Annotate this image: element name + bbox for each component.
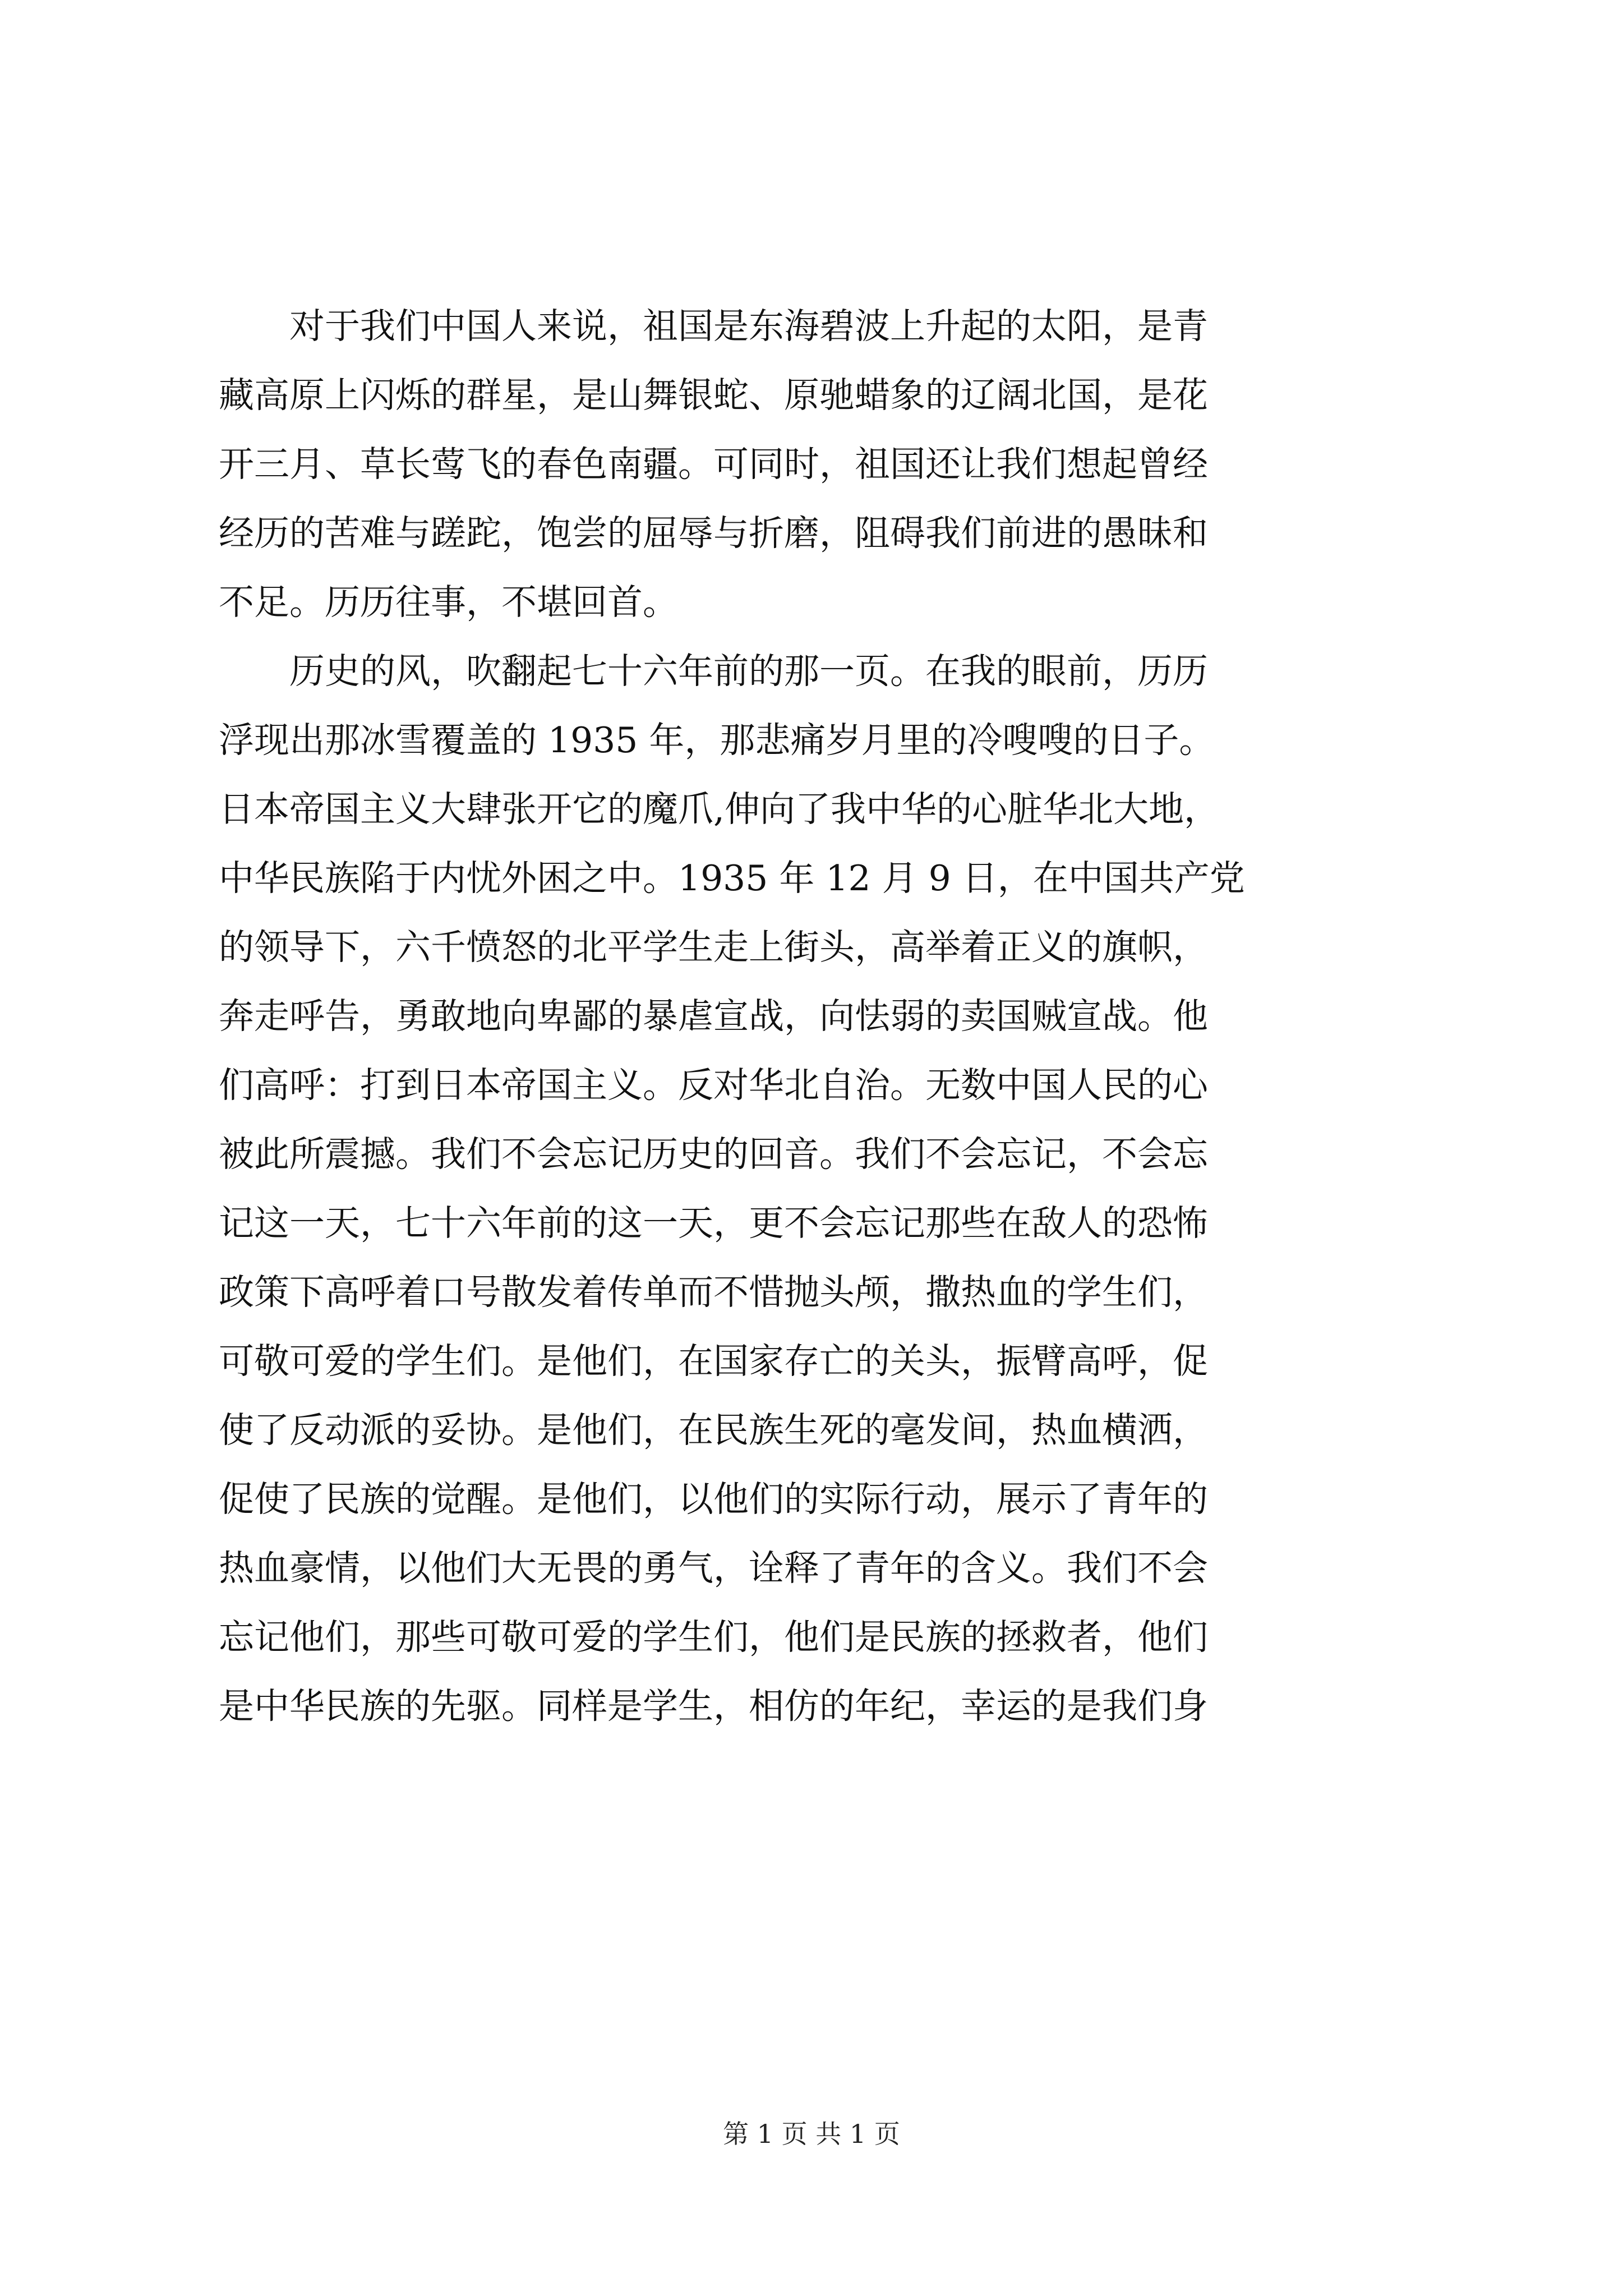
text-line: 使了反动派的妥协。是他们，在民族生死的毫发间，热血横洒， <box>219 1410 1208 1451</box>
text-line: 日本帝国主义大肆张开它的魔爪,伸向了我中华的心脏华北大地， <box>219 789 1220 830</box>
text-line: 被此所震撼。我们不会忘记历史的回音。我们不会忘记，不会忘 <box>219 1134 1208 1175</box>
text-line: 历史的风，吹翻起七十六年前的那一页。在我的眼前，历历 <box>219 651 1208 692</box>
text-line: 是中华民族的先驱。同样是学生，相仿的年纪，幸运的是我们身 <box>219 1686 1208 1727</box>
text-line: 中华民族陷于内忧外困之中。1935 年 12 月 9 日，在中国共产党 <box>219 858 1245 899</box>
text-line: 忘记他们，那些可敬可爱的学生们，他们是民族的拯救者，他们 <box>219 1617 1208 1658</box>
text-line: 不足。历历往事，不堪回首。 <box>219 582 678 623</box>
text-line: 浮现出那冰雪覆盖的 1935 年，那悲痛岁月里的冷嗖嗖的日子。 <box>219 720 1215 761</box>
text-line: 藏高原上闪烁的群星，是山舞银蛇、原驰蜡象的辽阔北国，是花 <box>219 375 1208 416</box>
text-line: 记这一天，七十六年前的这一天，更不会忘记那些在敌人的恐怖 <box>219 1203 1208 1244</box>
body-text <box>219 292 1413 1741</box>
text-line: 可敬可爱的学生们。是他们，在国家存亡的关头，振臂高呼，促 <box>219 1341 1208 1382</box>
text-line: 开三月、草长莺飞的春色南疆。可同时，祖国还让我们想起曾经 <box>219 444 1208 485</box>
text-line: 奔走呼告，勇敢地向卑鄙的暴虐宣战，向怯弱的卖国贼宣战。他 <box>219 996 1208 1037</box>
text-line: 政策下高呼着口号散发着传单而不惜抛头颅，撒热血的学生们， <box>219 1272 1208 1313</box>
text-line: 经历的苦难与蹉跎，饱尝的屈辱与折磨，阻碍我们前进的愚昧和 <box>219 513 1208 554</box>
text-line: 热血豪情，以他们大无畏的勇气，诠释了青年的含义。我们不会 <box>219 1548 1208 1589</box>
page-number-footer: 第 1 页 共 1 页 <box>723 2119 900 2149</box>
text-line: 对于我们中国人来说，祖国是东海碧波上升起的太阳，是青 <box>219 306 1208 347</box>
text-line: 们高呼：打到日本帝国主义。反对华北自治。无数中国人民的心 <box>219 1065 1208 1106</box>
text-line: 的领导下，六千愤怒的北平学生走上街头，高举着正义的旗帜， <box>219 927 1208 968</box>
text-line: 促使了民族的觉醒。是他们，以他们的实际行动，展示了青年的 <box>219 1479 1208 1520</box>
